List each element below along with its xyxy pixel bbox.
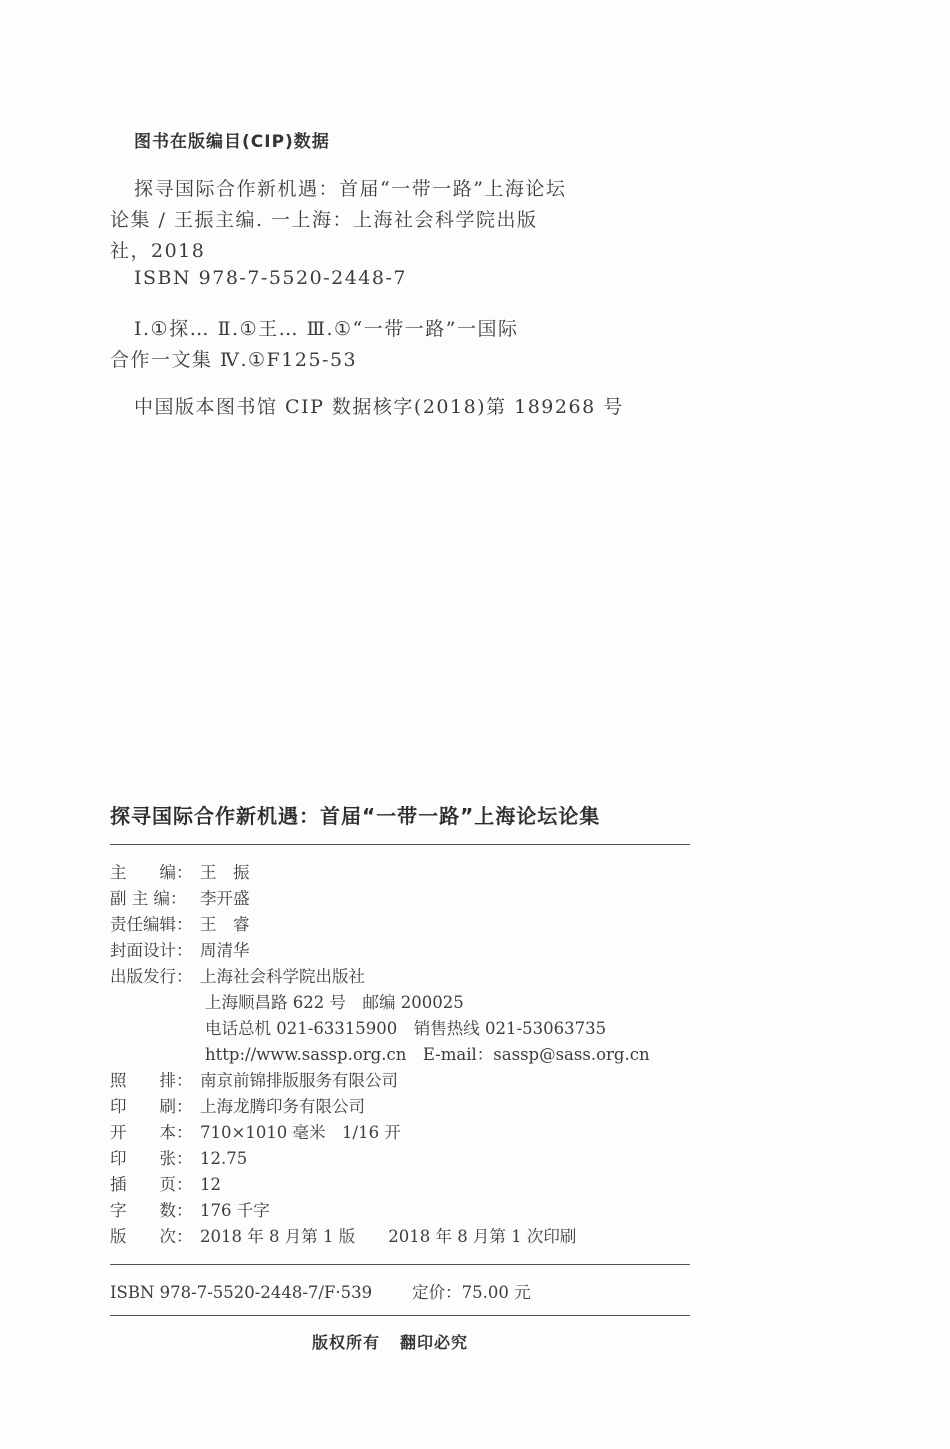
- copyright-reserved: 版权所有: [312, 1333, 381, 1352]
- row-value: 2018 年 8 月第 1 版 2018 年 8 月第 1 次印刷: [200, 1227, 577, 1246]
- isbn-price-row: [110, 1279, 531, 1303]
- colophon-row-typesetting: [110, 1069, 398, 1093]
- row-label: 照 排：: [110, 1071, 193, 1090]
- row-label: 主 编：: [110, 863, 193, 882]
- row-label: 副 主 编：: [110, 889, 187, 908]
- row-value: 176 千字: [200, 1201, 270, 1220]
- cip-title-line-1: 探寻国际合作新机遇：首届“一带一路”上海论坛: [134, 178, 567, 200]
- row-label: 开 本：: [110, 1123, 193, 1142]
- copyright-notice: [312, 1330, 468, 1353]
- row-label: 版 次：: [110, 1227, 193, 1246]
- isbn-bottom-rule: [110, 1315, 690, 1316]
- colophon-row-word-count: [110, 1199, 270, 1223]
- colophon-row-responsible-editor: [110, 913, 250, 937]
- colophon-row-sheets: [110, 1147, 247, 1171]
- cip-isbn: ISBN 978-7-5520-2448-7: [134, 267, 407, 289]
- publisher-address: 上海顺昌路 622 号 邮编 200025: [205, 993, 464, 1012]
- colophon-row-editor: [110, 861, 250, 885]
- row-value: 710×1010 毫米 1/16 开: [200, 1123, 401, 1142]
- row-label: 印 张：: [110, 1149, 193, 1168]
- cip-heading: 图书在版编目(CIP)数据: [134, 132, 330, 152]
- row-label: 插 页：: [110, 1175, 193, 1194]
- row-value: 上海社会科学院出版社: [200, 967, 365, 986]
- row-value: 12.75: [200, 1149, 248, 1168]
- price: 定价：75.00 元: [412, 1283, 531, 1302]
- isbn-code: ISBN 978-7-5520-2448-7/F·539: [110, 1283, 373, 1302]
- cip-record-number: 中国版本图书馆 CIP 数据核字(2018)第 189268 号: [134, 396, 624, 418]
- colophon-row-format: [110, 1121, 401, 1145]
- title-rule: [110, 844, 690, 845]
- publisher-phone: 电话总机 021-63315900 销售热线 021-53063735: [205, 1019, 607, 1038]
- copyright-no-reprint: 翻印必究: [400, 1333, 469, 1352]
- publisher-web: http://www.sassp.org.cn E-mail：sassp@sass.org.cn: [205, 1045, 650, 1064]
- row-value: 李开盛: [200, 889, 250, 908]
- row-value: 王 振: [200, 863, 250, 882]
- cip-classification-line-2: 合作一文集 Ⅳ.①F125-53: [110, 349, 358, 371]
- row-value: 南京前锦排版服务有限公司: [200, 1071, 398, 1090]
- colophon-row-publisher: [110, 965, 365, 989]
- isbn-top-rule: [110, 1264, 690, 1265]
- row-label: 封面设计：: [110, 941, 193, 960]
- row-label: 出版发行：: [110, 967, 193, 986]
- row-value: 12: [200, 1175, 221, 1194]
- row-label: 责任编辑：: [110, 915, 193, 934]
- row-label: 字 数：: [110, 1201, 193, 1220]
- row-label: 印 刷：: [110, 1097, 193, 1116]
- colophon-row-printing: [110, 1095, 365, 1119]
- cip-title-line-3: 社，2018: [110, 240, 206, 262]
- row-value: 王 睿: [200, 915, 250, 934]
- colophon-row-cover-design: [110, 939, 250, 963]
- row-value: 周清华: [200, 941, 250, 960]
- cip-title-line-2: 论集 / 王振主编. 一上海：上海社会科学院出版: [110, 209, 538, 231]
- book-title: 探寻国际合作新机遇：首届“一带一路”上海论坛论集: [110, 804, 601, 828]
- colophon-row-deputy-editor: [110, 887, 250, 911]
- colophon-row-inserts: [110, 1173, 221, 1197]
- colophon-row-edition: [110, 1225, 576, 1249]
- row-value: 上海龙腾印务有限公司: [200, 1097, 365, 1116]
- cip-classification-line-1: Ⅰ.①探… Ⅱ.①王… Ⅲ.①“一带一路”一国际: [134, 318, 519, 340]
